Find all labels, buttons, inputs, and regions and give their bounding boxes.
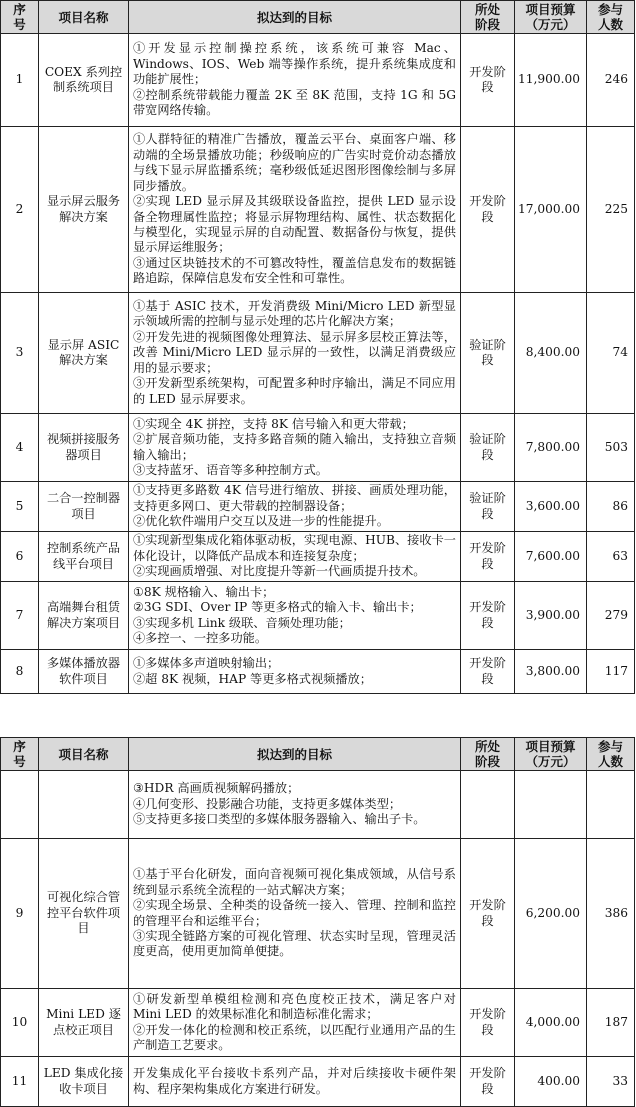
goal-line: ③实现多机 Link 级联、音频处理功能； (133, 615, 351, 630)
goal-line: ②扩展音频功能，支持多路音频的随入输出，支持独立音频输入输出； (133, 432, 456, 462)
cell-name: LED 集成化接收卡项目 (39, 1057, 129, 1107)
cell-no: 3 (1, 293, 39, 414)
cell-budget: 7,800.00 (515, 414, 587, 482)
cell-no: 2 (1, 127, 39, 293)
header-goal: 拟达到的目标 (129, 1, 461, 34)
table-row (1, 482, 635, 532)
goal-line: ②优化软件端用户交互以及进一步的性能提升。 (133, 514, 389, 529)
cell-name: 二合一控制器项目 (39, 482, 129, 532)
goal-line: ①实现全 4K 拼控，支持 8K 信号输入和更大带载； (133, 416, 414, 431)
cell-name: 高端舞台租赁解决方案项目 (39, 582, 129, 650)
cell-budget: 3,800.00 (515, 650, 587, 694)
goal-line: ①基于平台化研发，面向音视频可视化集成领域，从信号系统到显示系统全流程的一站式解决方案； (133, 867, 456, 897)
header-budget: 项目预算 （万元） (515, 1, 587, 34)
goal-line: ①实现新型集成化箱体驱动板，实现电源、HUB、接收卡一体化设计，以降低产品成本和连接复杂度； (133, 533, 456, 563)
cell-stage: 开发阶段 (461, 582, 515, 650)
cell-no: 4 (1, 414, 39, 482)
table-row (1, 650, 635, 694)
goal-line: ②超 8K 视频，HAP 等更多格式视频播放； (133, 671, 372, 686)
header-stage: 所处 阶段 (461, 738, 515, 771)
table-header-row (1, 738, 635, 771)
cell-no: 10 (1, 989, 39, 1057)
cell-stage (461, 771, 515, 839)
goal-line: ⑤支持更多接口类型的多媒体服务器输入、输出子卡。 (133, 812, 426, 827)
cell-count: 246 (587, 34, 635, 127)
cell-goal (129, 989, 461, 1057)
cell-count: 86 (587, 482, 635, 532)
goal-line: ①人群特征的精准广告播放，覆盖云平台、桌面客户端、移动端的全场景播放功能；秒级响应的广告实时竞价动态播放与线下显示屏监播系统；毫秒级低延迟图形图像绘制与多屏同步播放。 (133, 132, 456, 193)
cell-name: 控制系统产品线平台项目 (39, 532, 129, 582)
header-count: 参与 人数 (587, 1, 635, 34)
table-row (1, 989, 635, 1057)
cell-name: 视频拼接服务器项目 (39, 414, 129, 482)
cell-count: 74 (587, 293, 635, 414)
cell-count: 503 (587, 414, 635, 482)
goal-line: ③开发新型系统架构，可配置多种时序输出，满足不同应用的 LED 显示屏要求。 (133, 376, 456, 406)
cell-no: 9 (1, 839, 39, 989)
cell-name: 多媒体播放器软件项目 (39, 650, 129, 694)
header-no: 序 号 (1, 738, 39, 771)
cell-budget: 400.00 (515, 1057, 587, 1107)
cell-count: 279 (587, 582, 635, 650)
table-header-row (1, 1, 635, 34)
cell-count (587, 771, 635, 839)
project-table-part-2 (0, 737, 635, 1107)
cell-goal (129, 127, 461, 293)
cell-name: 可视化综合管控平台软件项目 (39, 839, 129, 989)
cell-name: Mini LED 逐点校正项目 (39, 989, 129, 1057)
goal-line: ①基于 ASIC 技术，开发消费级 Mini/Micro LED 新型显示领域所需的控制与显示处理的芯片化解决方案； (133, 299, 456, 329)
cell-no: 8 (1, 650, 39, 694)
table-row (1, 582, 635, 650)
cell-goal (129, 482, 461, 532)
goal-line: ②3G SDI、Over IP 等更多格式的输入卡、输出卡； (133, 600, 422, 615)
cell-count: 63 (587, 532, 635, 582)
cell-name: 显示屏云服务解决方案 (39, 127, 129, 293)
goal-line: ④几何变形、投影融合功能，支持更多媒体类型； (133, 796, 402, 811)
table-row-continuation (1, 771, 635, 839)
cell-goal (129, 34, 461, 127)
table-row (1, 532, 635, 582)
cell-stage: 验证阶段 (461, 293, 515, 414)
cell-goal (129, 414, 461, 482)
header-name: 项目名称 (39, 1, 129, 34)
table-row (1, 293, 635, 414)
cell-no: 6 (1, 532, 39, 582)
goal-line: ②开发先进的视频图像处理算法、显示屏多层校正算法等，改善 Mini/Micro LED 显示屏的一致性，以满足消费级应用的显示要求； (133, 329, 456, 375)
cell-budget: 7,600.00 (515, 532, 587, 582)
cell-no: 7 (1, 582, 39, 650)
goal-line: ②实现 LED 显示屏及其级联设备监控，提供 LED 显示设备全物理属性监控；将显示屏物理结构、属性、状态数据化与模型化，实现显示屏的自动配置、数据备份与恢复，提供显示屏运维服务； (133, 194, 456, 255)
goal-line: ②控制系统带载能力覆盖 2K 至 8K 范围，支持 1G 和 5G 带宽网络传输。 (133, 87, 456, 118)
cell-budget: 8,400.00 (515, 293, 587, 414)
header-budget: 项目预算 （万元） (515, 738, 587, 771)
goal-line: ③支持蓝牙、语音等多种控制方式。 (133, 462, 328, 477)
cell-count: 33 (587, 1057, 635, 1107)
cell-goal (129, 839, 461, 989)
cell-count: 386 (587, 839, 635, 989)
goal-line: ②开发一体化的检测和校正系统，以匹配行业通用产品的生产制造工艺要求。 (133, 1022, 456, 1052)
table-row (1, 839, 635, 989)
cell-count: 117 (587, 650, 635, 694)
cell-stage: 开发阶段 (461, 650, 515, 694)
goal-line: ①多媒体多声道映射输出； (133, 656, 280, 671)
goal-line: ④多控一、一控多功能。 (133, 630, 268, 645)
goal-line: ②实现画质增强、对比度提升等新一代画质提升技术。 (133, 564, 426, 579)
cell-stage: 验证阶段 (461, 414, 515, 482)
header-goal: 拟达到的目标 (129, 738, 461, 771)
cell-budget: 6,200.00 (515, 839, 587, 989)
cell-no (1, 771, 39, 839)
goal-line: ③实现全链路方案的可视化管理、状态实时呈现，管理灵活度更高，使用更加简单便捷。 (133, 928, 456, 959)
cell-budget: 11,900.00 (515, 34, 587, 127)
cell-budget: 4,000.00 (515, 989, 587, 1057)
header-stage: 所处 阶段 (461, 1, 515, 34)
header-name: 项目名称 (39, 738, 129, 771)
goal-line: ①8K 规格输入、输出卡； (133, 584, 275, 599)
goal-line: ①支持更多路数 4K 信号进行缩放、拼接、画质处理功能，支持更多网口、更大带载的控制器设备； (133, 483, 456, 513)
table-row (1, 1057, 635, 1107)
table-row (1, 127, 635, 293)
cell-budget: 3,900.00 (515, 582, 587, 650)
cell-stage: 开发阶段 (461, 34, 515, 127)
cell-name: COEX 系列控制系统项目 (39, 34, 129, 127)
cell-name: 显示屏 ASIC 解决方案 (39, 293, 129, 414)
cell-stage: 验证阶段 (461, 482, 515, 532)
cell-goal (129, 771, 461, 839)
goal-line: 开发集成化平台接收卡系列产品，并对后续接收卡硬件架构、程序架构集成化方案进行研发。 (133, 1066, 456, 1096)
cell-budget (515, 771, 587, 839)
cell-stage: 开发阶段 (461, 989, 515, 1057)
cell-budget: 17,000.00 (515, 127, 587, 293)
cell-goal (129, 532, 461, 582)
cell-stage: 开发阶段 (461, 1057, 515, 1107)
cell-count: 187 (587, 989, 635, 1057)
cell-no: 1 (1, 34, 39, 127)
cell-stage: 开发阶段 (461, 839, 515, 989)
cell-goal (129, 293, 461, 414)
cell-goal (129, 650, 461, 694)
table-row (1, 34, 635, 127)
cell-stage: 开发阶段 (461, 532, 515, 582)
goal-line: ①研发新型单模组检测和亮色度校正技术，满足客户对 Mini LED 的效果标准化和制造标准化需求； (133, 991, 456, 1022)
cell-goal (129, 1057, 461, 1107)
header-no: 序 号 (1, 1, 39, 34)
cell-stage: 开发阶段 (461, 127, 515, 293)
cell-count: 225 (587, 127, 635, 293)
cell-budget: 3,600.00 (515, 482, 587, 532)
cell-no: 11 (1, 1057, 39, 1107)
goal-line: ①开发显示控制操控系统，该系统可兼容 Mac、Windows、IOS、Web 端等操作系统，提升系统集成度和功能扩展性； (133, 41, 456, 87)
table-row (1, 414, 635, 482)
goal-line: ②实现全场景、全种类的设备统一接入、管理、控制和监控的管理平台和运维平台； (133, 898, 456, 928)
goal-line: ③通过区块链技术的不可篡改特性，覆盖信息发布的数据链路追踪，保障信息发布安全性和可靠性。 (133, 255, 456, 286)
goal-line: ③HDR 高画质视频解码播放； (133, 781, 300, 796)
cell-no: 5 (1, 482, 39, 532)
header-count: 参与 人数 (587, 738, 635, 771)
cell-name (39, 771, 129, 839)
cell-goal (129, 582, 461, 650)
